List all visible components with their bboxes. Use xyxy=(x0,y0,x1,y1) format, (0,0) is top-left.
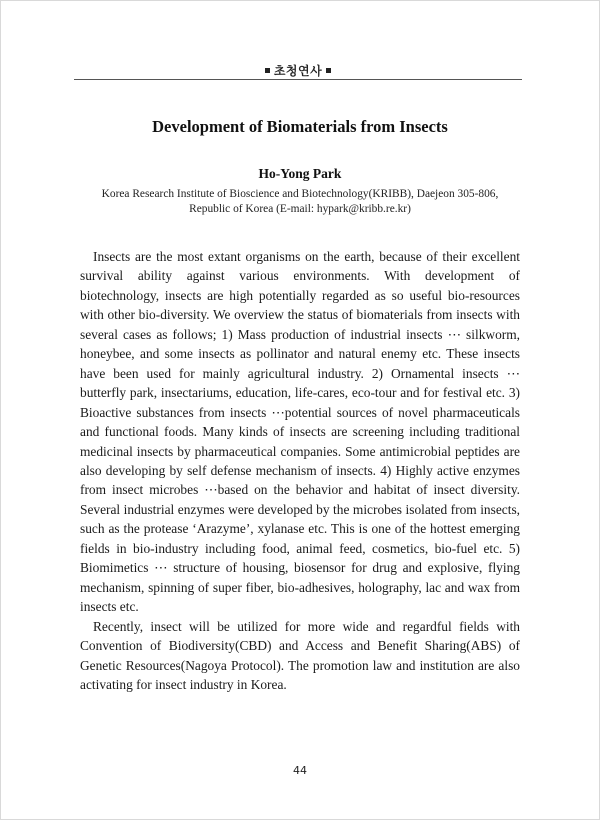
paper-title: Development of Biomaterials from Insects xyxy=(152,117,448,136)
author-name: Ho-Yong Park xyxy=(258,166,342,181)
page-number: 44 xyxy=(293,764,307,777)
body-paragraph-2: Recently, insect will be utilized for more wide and regardful fields with Convention of Biodiversity(CBD) and Access and Benefit Sharing(ABS) of Genetic Resources(Nagoya Protocol). The promotion law and institution are also activating for insect industry in Korea. xyxy=(80,618,520,692)
affiliation-line-2: Republic of Korea (E-mail: hypark@kribb.re.kr) xyxy=(189,203,411,215)
header-rule xyxy=(74,79,522,80)
affiliation-line-1: Korea Research Institute of Bioscience and Biotechnology(KRIBB), Daejeon 305-806, xyxy=(101,188,499,200)
section-label: 초청연사 xyxy=(273,64,323,78)
abstract-body xyxy=(80,247,520,694)
body-paragraph-1: Insects are the most extant organisms on the earth, because of their excellent survival ability against various environments. With development of biotechnology, insects are high potentially regarded as so useful bio-resources with other bio-diversity. We overview the status of biomaterials from insects with several cases as follows; 1) Mass production of industrial insects ⋯ silkworm, honeybee, and some insects as pollinator and natural enemy etc. These insects have been used for mainly agricultural industry. 2) Ornamental insects ⋯ butterfly park, insectariums, education, life-cares, eco-tour and for festival etc. 3) Bioactive substances from insects ⋯potential sources of novel pharmaceuticals and functional foods. Many kinds of insects are screening including traditional medicinal insects by pharmaceutical companies. Some antimicrobial peptides are also developing by self defense mechanism of insects. 4) Highly active enzymes from insect microbes ⋯based on the behavior and habitat of insect diversity. Several industrial enzymes were developed by the microbes isolated from insects, such as the protease ‘Arazyme’, xylanase etc. This is one of the hottest emerging fields in bio-industry including food, animal feed, cosmetics, bio-fuel etc. 5) Biomimetics ⋯ structure of housing, biosensor for drug and explosive, flying mechanism, spinning of super fiber, bio-adhesives, holography, lac and wax from insects etc. xyxy=(80,249,520,615)
author-affiliation xyxy=(70,187,530,217)
square-bullet-icon xyxy=(326,68,331,73)
section-header xyxy=(74,62,522,79)
square-bullet-icon xyxy=(265,68,270,73)
